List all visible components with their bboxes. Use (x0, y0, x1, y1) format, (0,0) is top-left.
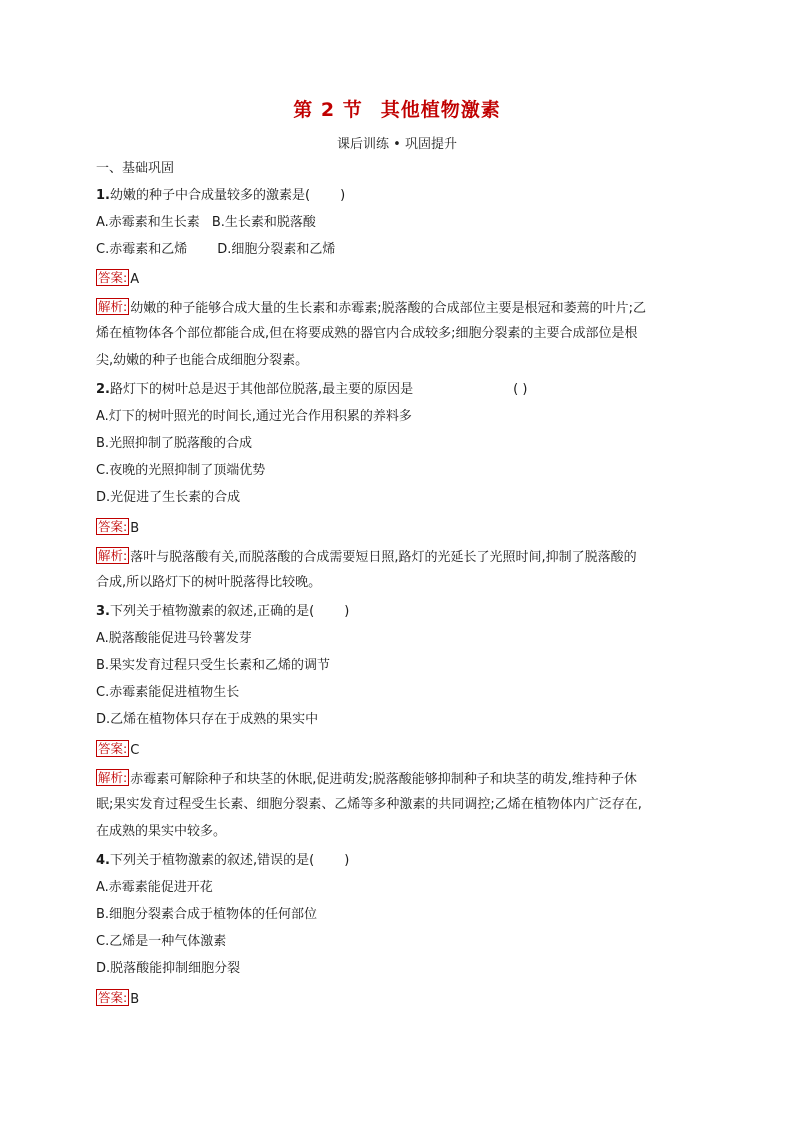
answer-value: B (130, 992, 140, 1007)
section-heading: 一、基础巩固 (96, 161, 175, 176)
analysis-tag: 解析: (98, 299, 128, 314)
answer-tag: 答案: (98, 519, 128, 534)
analysis-tag: 解析: (98, 548, 128, 563)
question-number: 3. (96, 604, 110, 619)
page-title (0, 95, 794, 122)
question-3-option-d: D.乙烯在植物体只存在于成熟的果实中 (96, 712, 319, 727)
answer-tag: 答案: (98, 270, 128, 285)
question-number: 2. (96, 382, 110, 397)
question-2-option-b: B.光照抑制了脱落酸的合成 (96, 436, 253, 451)
title-section-number: 第 2 节 (293, 99, 363, 121)
question-1-answer (96, 269, 139, 289)
page-subtitle: 课后训练 • 巩固提升 (337, 137, 457, 152)
question-4-option-c: C.乙烯是一种气体激素 (96, 934, 227, 949)
question-3-answer (96, 740, 139, 760)
answer-tag: 答案: (98, 741, 128, 756)
answer-value: B (130, 521, 140, 536)
question-3-stem: 3.下列关于植物激素的叙述,正确的是( ) (96, 604, 350, 619)
question-3-option-b: B.果实发育过程只受生长素和乙烯的调节 (96, 658, 331, 673)
question-1-options-row-1 (96, 214, 316, 232)
question-4-answer (96, 989, 139, 1009)
question-1-stem: 1.幼嫩的种子中合成量较多的激素是( ) (96, 188, 346, 203)
question-number: 1. (96, 188, 110, 203)
answer-tag: 答案: (98, 990, 128, 1005)
question-2-analysis-line-1: 解析: 落叶与脱落酸有关,而脱落酸的合成需要短日照,路灯的光延长了光照时间,抑制了脱落酸的 (98, 548, 637, 565)
question-1-analysis-line-2: 烯在植物体各个部位都能合成,但在将要成熟的器官内合成较多;细胞分裂素的主要合成部位是根 (96, 326, 638, 341)
question-2-option-d: D.光促进了生长素的合成 (96, 490, 241, 505)
question-2-stem: 2.路灯下的树叶总是迟于其他部位脱落,最主要的原因是 ( ) (96, 382, 528, 397)
question-number: 4. (96, 853, 110, 868)
analysis-tag: 解析: (98, 770, 128, 785)
answer-value: C (130, 743, 140, 758)
question-1-analysis-line-3: 尖,幼嫩的种子也能合成细胞分裂素。 (96, 353, 309, 368)
question-3-analysis-line-1: 解析: 赤霉素可解除种子和块茎的休眠,促进萌发;脱落酸能够抑制种子和块茎的萌发,维持种子休 (98, 770, 637, 787)
question-4-stem: 4.下列关于植物激素的叙述,错误的是( ) (96, 853, 350, 868)
question-3-option-a: A.脱落酸能促进马铃薯发芽 (96, 631, 252, 646)
question-3-analysis-line-3: 在成熟的果实中较多。 (96, 824, 227, 839)
question-2-option-c: C.夜晚的光照抑制了顶端优势 (96, 463, 266, 478)
option-a: A.赤霉素和生长素 (96, 215, 200, 230)
question-4-option-b: B.细胞分裂素合成于植物体的任何部位 (96, 907, 318, 922)
question-4-option-a: A.赤霉素能促进开花 (96, 880, 213, 895)
option-c: C.赤霉素和乙烯 (96, 242, 188, 257)
question-1-options-row-2 (96, 241, 335, 259)
title-text: 其他植物激素 (380, 99, 501, 121)
question-3-option-c: C.赤霉素能促进植物生长 (96, 685, 240, 700)
option-b: B.生长素和脱落酸 (211, 215, 316, 230)
question-2-option-a: A.灯下的树叶照光的时间长,通过光合作用积累的养料多 (96, 409, 412, 424)
question-2-analysis-line-2: 合成,所以路灯下的树叶脱落得比较晚。 (96, 575, 322, 590)
answer-value: A (130, 272, 140, 287)
question-2-answer (96, 518, 139, 538)
question-1-analysis-line-1: 解析: 幼嫩的种子能够合成大量的生长素和赤霉素;脱落酸的合成部位主要是根冠和萎蔫的叶片;乙 (98, 299, 646, 316)
question-4-option-d: D.脱落酸能抑制细胞分裂 (96, 961, 241, 976)
option-d: D.细胞分裂素和乙烯 (217, 242, 336, 257)
question-3-analysis-line-2: 眠;果实发育过程受生长素、细胞分裂素、乙烯等多种激素的共同调控;乙烯在植物体内广泛存在, (96, 797, 642, 812)
